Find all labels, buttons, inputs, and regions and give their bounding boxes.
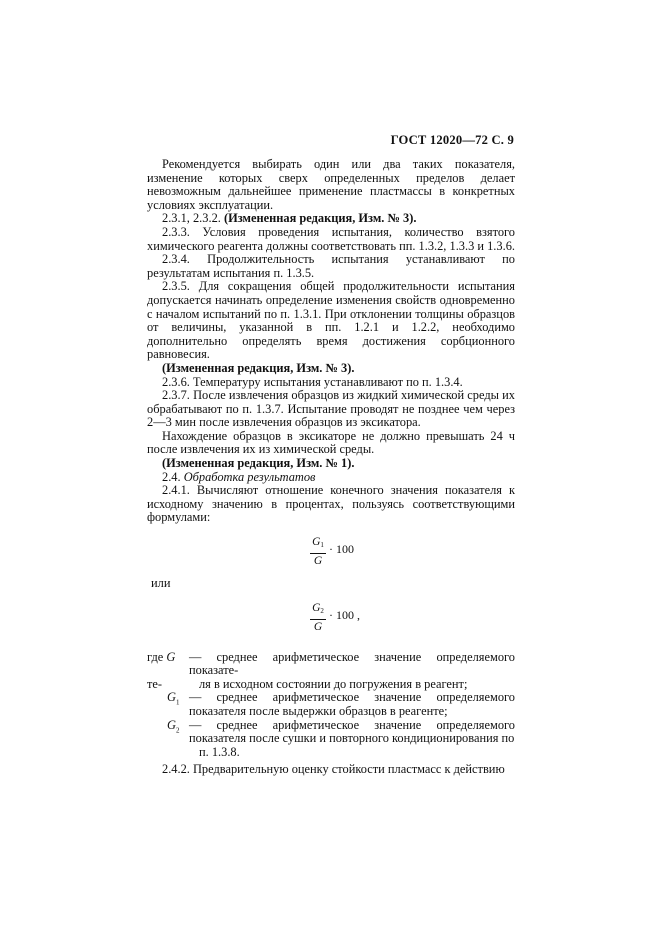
clause-number: 2.3.1, 2.3.2. (162, 211, 221, 226)
formula-2 (147, 601, 515, 639)
amendment-note: (Измененная редакция, Изм. № 1). (162, 456, 355, 471)
definition-text: — среднее арифметическое значение определяемого показателя после сушки и повторного кондиционирования по (189, 717, 515, 746)
numerator: G (312, 536, 321, 549)
paragraph: 2.3.6. Температуру испытания устанавливают по п. 1.3.4. (162, 374, 463, 389)
section-heading (147, 471, 515, 485)
definitions (147, 651, 515, 760)
definition-g1 (147, 691, 515, 718)
symbol: G (167, 690, 176, 705)
paragraph (147, 457, 515, 471)
definition-g2 (147, 719, 515, 760)
definition-text: п. 1.3.8. (199, 744, 240, 759)
paragraph: 2.3.5. Для сокращения общей продолжительности испытания допускается начинать определение изменения свойств одновременно с началом испытаний по п. 1.3.1. При отклонении толщины образцов от величины, указанной в пп. 1.2.1 и 1.2.2, необходимо дополнительно определять время достижения сорбционного равновесия. (147, 279, 515, 362)
hyphen-continuation: те- (147, 676, 163, 691)
symbol-subscript: 1 (175, 698, 180, 707)
amendment-note: (Измененная редакция, Изм. № 3). (162, 360, 355, 375)
symbol: G (166, 649, 176, 664)
document-body (147, 158, 515, 777)
definition-text: ля в исходном состоянии до погружения в реагент; (199, 676, 468, 691)
conjunction: или (151, 576, 171, 591)
multiplier: · 100 , (329, 607, 360, 622)
fraction (310, 601, 326, 634)
paragraph: Нахождение образцов в эксикаторе не должно превышать 24 ч после извлечения их из химической среды. (147, 428, 515, 457)
definition-text: — среднее арифметическое значение определяемого показателя после выдержки образцов в реагенте; (189, 690, 515, 718)
definition-text: — среднее арифметическое значение определяемого показате- (189, 649, 515, 678)
page-header: ГОСТ 12020—72 С. 9 (390, 133, 514, 147)
symbol: G (167, 717, 176, 732)
symbol-subscript: 2 (175, 726, 180, 735)
paragraph: 2.3.4. Продолжительность испытания устанавливают по результатам испытания п. 1.3.5. (147, 252, 515, 280)
numerator-subscript: 1 (320, 541, 324, 550)
paragraph: 2.3.3. Условия проведения испытания, количество взятого химического реагента должны соответствовать пп. 1.3.2, 1.3.3 и 1.3.6. (147, 224, 515, 253)
numerator-subscript: 2 (320, 606, 324, 615)
paragraph: 2.4.1. Вычисляют отношение конечного значения показателя к исходному значению в процентах, пользуясь соответствующими формулами: (147, 483, 515, 525)
denominator: G (313, 555, 323, 568)
paragraph (147, 212, 515, 226)
formula-1 (147, 535, 515, 573)
definition-g (147, 651, 515, 678)
paragraph: 2.3.7. После извлечения образцов из жидкий химической среды их обрабатывают по п. 1.3.7. Испытание проводят не позднее чем через 2—3 мин после извлечения образцов из эксикатора. (147, 388, 515, 430)
where-word: где (147, 649, 164, 664)
definition-g-cont (147, 678, 515, 692)
paragraph: 2.4.2. Предварительную оценку стойкости пластмасс к действию (162, 762, 505, 777)
clause-number: 2.4. (162, 469, 181, 484)
multiplier: · 100 (329, 542, 354, 557)
numerator: G (312, 601, 321, 614)
fraction (310, 535, 326, 568)
paragraph: Рекомендуется выбирать один или два таких показателя, изменение которых сверх определенных пределов делает невозможным дальнейшее применение пластмассы в конкретных условиях эксплуатации. (147, 157, 515, 212)
section-title: Обработка результатов (183, 469, 316, 484)
amendment-note: (Измененная редакция, Изм. № 3). (223, 211, 417, 226)
paragraph (147, 362, 515, 376)
denominator: G (313, 620, 323, 633)
